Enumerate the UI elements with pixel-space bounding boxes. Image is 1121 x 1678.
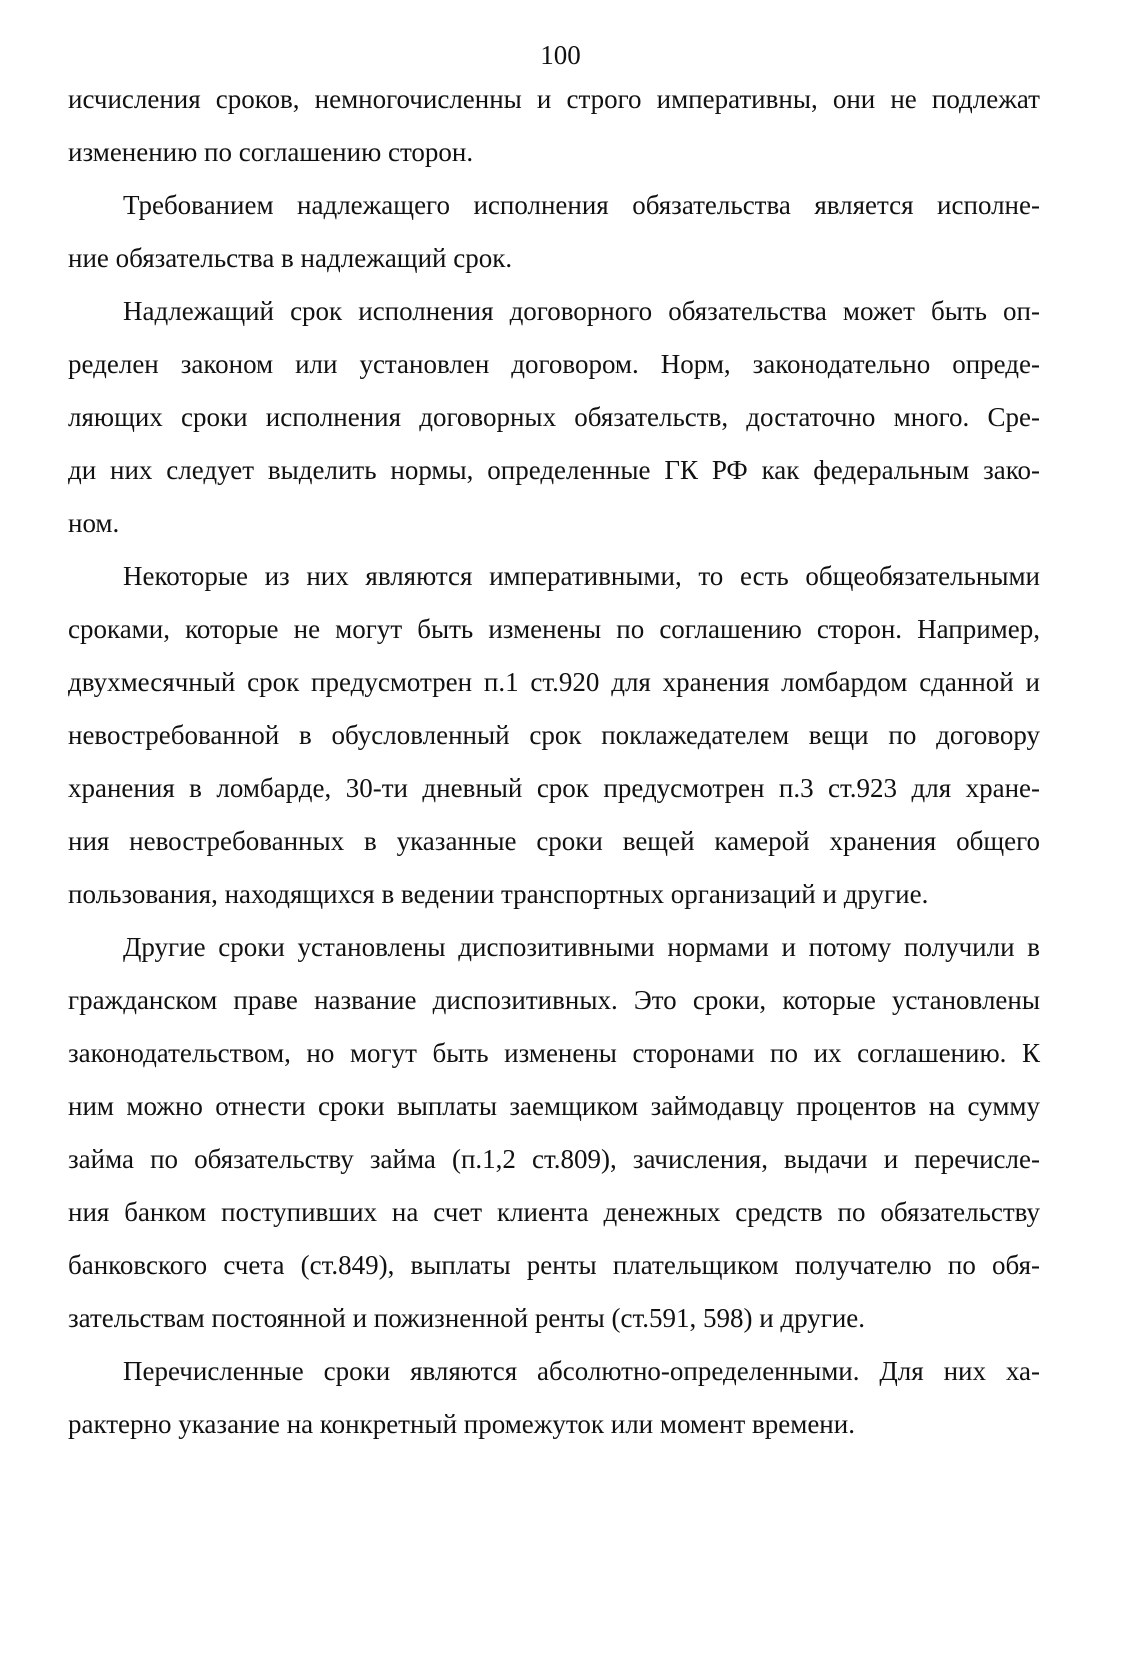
text-line: ним можно отнести сроки выплаты заемщиком займодавцу процентов на сумму [68, 1091, 1040, 1121]
text-line: исчисления сроков, немногочисленны и строго императивны, они не подлежат [68, 84, 1040, 114]
text-line: Некоторые из них являются императивными, то есть общеобязательными [123, 561, 1040, 591]
text-line: ном. [68, 508, 120, 538]
text-line: сроками, которые не могут быть изменены по соглашению сторон. Например, [68, 614, 1040, 644]
text-line: Другие сроки установлены диспозитивными нормами и потому получили в [123, 932, 1040, 962]
text-line: ределен законом или установлен договором. Норм, законодательно опреде- [68, 349, 1040, 379]
text-line: Надлежащий срок исполнения договорного обязательства может быть оп- [123, 296, 1040, 326]
paragraph [68, 179, 1040, 285]
text-line: зательствам постоянной и пожизненной ренты (ст.591, 598) и другие. [68, 1303, 866, 1333]
text-line: ния банком поступивших на счет клиента денежных средств по обязательству [68, 1197, 1040, 1227]
text-line: займа по обязательству займа (п.1,2 ст.809), зачисления, выдачи и перечисле- [68, 1144, 1040, 1174]
paragraph [68, 550, 1040, 921]
text-line: банковского счета (ст.849), выплаты ренты плательщиком получателю по обя- [68, 1250, 1040, 1280]
text-line: невостребованной в обусловленный срок поклажедателем вещи по договору [68, 720, 1040, 750]
paragraph [68, 285, 1040, 550]
text-line: законодательством, но могут быть изменены сторонами по их соглашению. К [68, 1038, 1040, 1068]
text-line: ди них следует выделить нормы, определенные ГК РФ как федеральным зако- [68, 455, 1040, 485]
text-line: рактерно указание на конкретный промежуток или момент времени. [68, 1409, 855, 1439]
text-line: гражданском праве название диспозитивных. Это сроки, которые установлены [68, 985, 1040, 1015]
text-line: ния невостребованных в указанные сроки вещей камерой хранения общего [68, 826, 1040, 856]
paragraph [68, 73, 1040, 179]
text-line: Перечисленные сроки являются абсолютно-определенными. Для них ха- [123, 1356, 1040, 1386]
text-line: двухмесячный срок предусмотрен п.1 ст.920 для хранения ломбардом сданной и [68, 667, 1040, 697]
text-line: ляющих сроки исполнения договорных обязательств, достаточно много. Сре- [68, 402, 1040, 432]
text-line: ние обязательства в надлежащий срок. [68, 243, 513, 273]
text-line: Требованием надлежащего исполнения обязательства является исполне- [123, 190, 1040, 220]
paragraph [68, 1345, 1040, 1451]
body-text [68, 73, 1040, 1451]
paragraph [68, 921, 1040, 1345]
text-line: пользования, находящихся в ведении транспортных организаций и другие. [68, 879, 929, 909]
text-line: изменению по соглашению сторон. [68, 137, 474, 167]
text-line: хранения в ломбарде, 30-ти дневный срок предусмотрен п.3 ст.923 для хране- [68, 773, 1040, 803]
page-number: 100 [540, 40, 581, 70]
